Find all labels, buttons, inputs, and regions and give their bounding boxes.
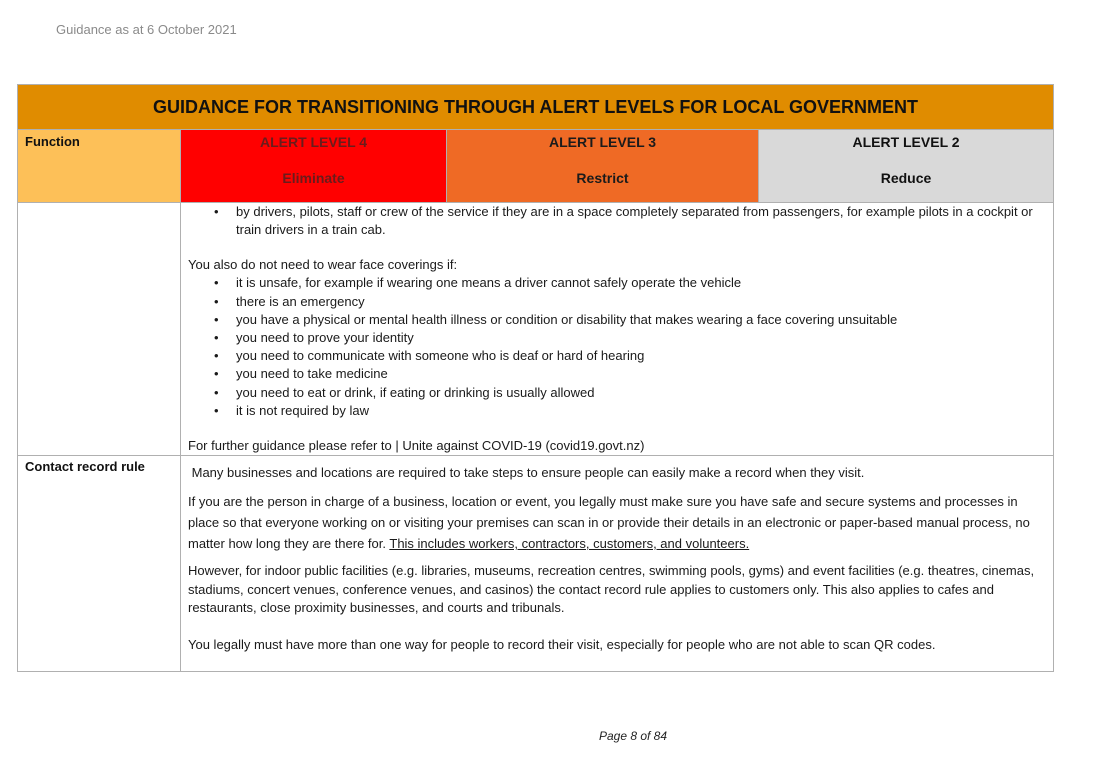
exemption-list (188, 274, 1043, 420)
exemption-intro: You also do not need to wear face coverings if: (188, 257, 458, 273)
alert-level-2-header (759, 130, 1054, 203)
table-row (18, 203, 1054, 456)
contact-para-2 (188, 491, 1043, 554)
alert-level-4-header (181, 130, 447, 203)
alert-level-3-sub: Restrict (576, 170, 629, 186)
header-date-note: Guidance as at 6 October 2021 (56, 22, 237, 37)
alert-level-4-sub: Eliminate (282, 170, 345, 186)
list-item: • it is not required by law (236, 402, 1043, 420)
table-row (18, 456, 1054, 672)
contact-record-content (181, 456, 1054, 672)
list-item: • you have a physical or mental health illness or condition or disability that makes wearing a face covering unsuitable (236, 311, 1043, 329)
list-item: • you need to take medicine (236, 365, 1043, 383)
list-item: • you need to eat or drink, if eating or drinking is usually allowed (236, 384, 1043, 402)
contact-para-4: You legally must have more than one way for people to record their visit, especially for people who are not able to scan QR codes. (188, 636, 936, 652)
list-item: • by drivers, pilots, staff or crew of the service if they are in a space completely separated from passengers, for example pilots in a cockpit or train drivers in a train cab. (236, 203, 1043, 239)
contact-para-1: Many businesses and locations are required to take steps to ensure people can easily make a record when they visit. (188, 465, 865, 481)
bullet-list-top (188, 203, 1043, 239)
list-item: • it is unsafe, for example if wearing one means a driver cannot safely operate the vehicle (236, 274, 1043, 292)
contact-para-3: However, for indoor public facilities (e.g. libraries, museums, recreation centres, swimming pools, gyms) and event facilities (e.g. theatres, cinemas, stadiums, concert venues, conference venues, and casinos) the contact record rule applies to customers only. This also applies to cafes and restaurants, close proximity businesses, and courts and tribunals. (188, 563, 1035, 616)
alert-level-3-name: ALERT LEVEL 3 (548, 134, 657, 150)
further-guidance-text: For further guidance please refer to | Unite against COVID-19 (covid19.govt.nz) (188, 438, 645, 454)
face-coverings-content (181, 203, 1054, 456)
page-number: Page 8 of 84 (598, 729, 668, 743)
list-item: • you need to prove your identity (236, 329, 1043, 347)
guidance-table (17, 84, 1054, 672)
row-function-label: Contact record rule (18, 456, 181, 672)
table-title: GUIDANCE FOR TRANSITIONING THROUGH ALERT LEVELS FOR LOCAL GOVERNMENT (18, 85, 1054, 130)
contact-para-2-underlined: This includes workers, contractors, customers, and volunteers. (389, 536, 750, 552)
list-item: • there is an emergency (236, 293, 1043, 311)
contact-para-2-text: If you are the person in charge of a business, location or event, you legally must make sure you have safe and secure systems and processes in place so that everyone working on or visiting your premises can scan in or provide their details in an electronic or paper-based manual process, no matter how long they are there for. (188, 494, 1030, 552)
alert-level-2-name: ALERT LEVEL 2 (852, 134, 960, 150)
function-column-header: Function (18, 130, 181, 203)
alert-level-2-sub: Reduce (880, 170, 932, 186)
alert-level-3-header (447, 130, 759, 203)
alert-level-4-name: ALERT LEVEL 4 (259, 134, 368, 150)
row-function-label (18, 203, 181, 456)
list-item: • you need to communicate with someone who is deaf or hard of hearing (236, 347, 1043, 365)
